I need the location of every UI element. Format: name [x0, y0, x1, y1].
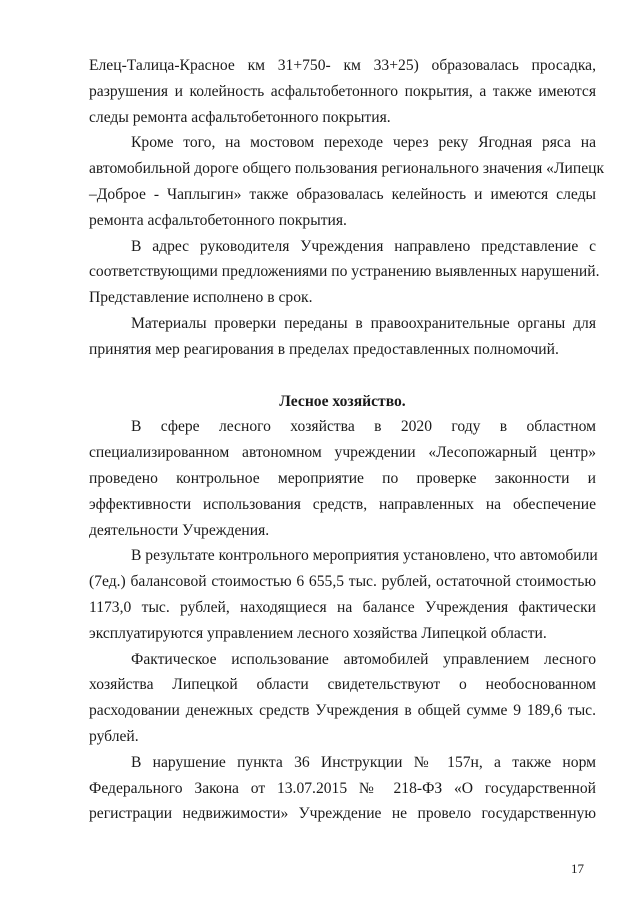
paragraph-line: Фактическое использование автомобилей управлением лесного [131, 650, 596, 668]
paragraph-line: расходовании денежных средств Учреждения в общей сумме 9 189,6 тыс. [89, 702, 596, 720]
paragraph-line: –Доброе - Чаплыгин» также образовалась келейность и имеются следы [89, 185, 596, 203]
section-heading: Лесное хозяйство. [279, 392, 406, 410]
paragraph-line: автомобильной дороге общего пользования регионального значения «Липецк [89, 160, 605, 178]
paragraph-line: 1173,0 тыс. рублей, находящиеся на балансе Учреждения фактически [89, 598, 596, 616]
paragraph-line: регистрации недвижимости» Учреждение не провело государственную [89, 805, 596, 823]
paragraph-line: принятия мер реагирования в пределах предоставленных полномочий. [89, 340, 559, 358]
paragraph-line: рублей. [89, 727, 139, 745]
paragraph-line: эксплуатируются управлением лесного хозяйства Липецкой области. [89, 624, 547, 642]
page-body [89, 53, 605, 827]
paragraph-line: эффективности использования средств, направленных на обеспечение [89, 495, 596, 513]
paragraph-line: В результате контрольного мероприятия установлено, что автомобили [131, 547, 598, 565]
paragraph-line: Материалы проверки переданы в правоохранительные органы для [131, 314, 596, 332]
paragraph-line: В адрес руководителя Учреждения направлено представление с [131, 237, 596, 255]
paragraph-line: Представление исполнено в срок. [89, 289, 313, 307]
paragraph-line: деятельности Учреждения. [89, 521, 270, 539]
paragraph-line: Кроме того, на мостовом переходе через реку Ягодная ряса на [131, 134, 596, 152]
paragraph-line: соответствующими предложениями по устранению выявленных нарушений. [89, 263, 600, 281]
paragraph-line: хозяйства Липецкой области свидетельствуют о необоснованном [89, 676, 596, 694]
spacer [89, 363, 596, 389]
paragraph-line: следы ремонта асфальтобетонного покрытия. [89, 108, 391, 126]
paragraph-line: Федерального Закона от 13.07.2015 № 218-ФЗ «О государственной [89, 779, 596, 797]
paragraph-line: (7ед.) балансовой стоимостью 6 655,5 тыс. рублей, остаточной стоимостью [89, 573, 596, 591]
paragraph-line: разрушения и колейность асфальтобетонного покрытия, а также имеются [89, 82, 596, 100]
section-road-findings [89, 53, 605, 363]
paragraph-line: специализированном автономном учреждении «Лесопожарный центр» [89, 444, 596, 462]
paragraph-line: В сфере лесного хозяйства в 2020 году в областном [131, 418, 596, 436]
paragraph-line: ремонта асфальтобетонного покрытия. [89, 211, 347, 229]
paragraph-line: проведено контрольное мероприятие по проверке законности и [89, 469, 596, 487]
paragraph-line: Елец-Талица-Красное км 31+750- км 33+25) образовалась просадка, [89, 57, 596, 74]
page-number: 17 [571, 861, 584, 876]
paragraph-line: В нарушение пункта 36 Инструкции № 157н, а также норм [131, 753, 596, 771]
section-forestry [89, 414, 596, 827]
